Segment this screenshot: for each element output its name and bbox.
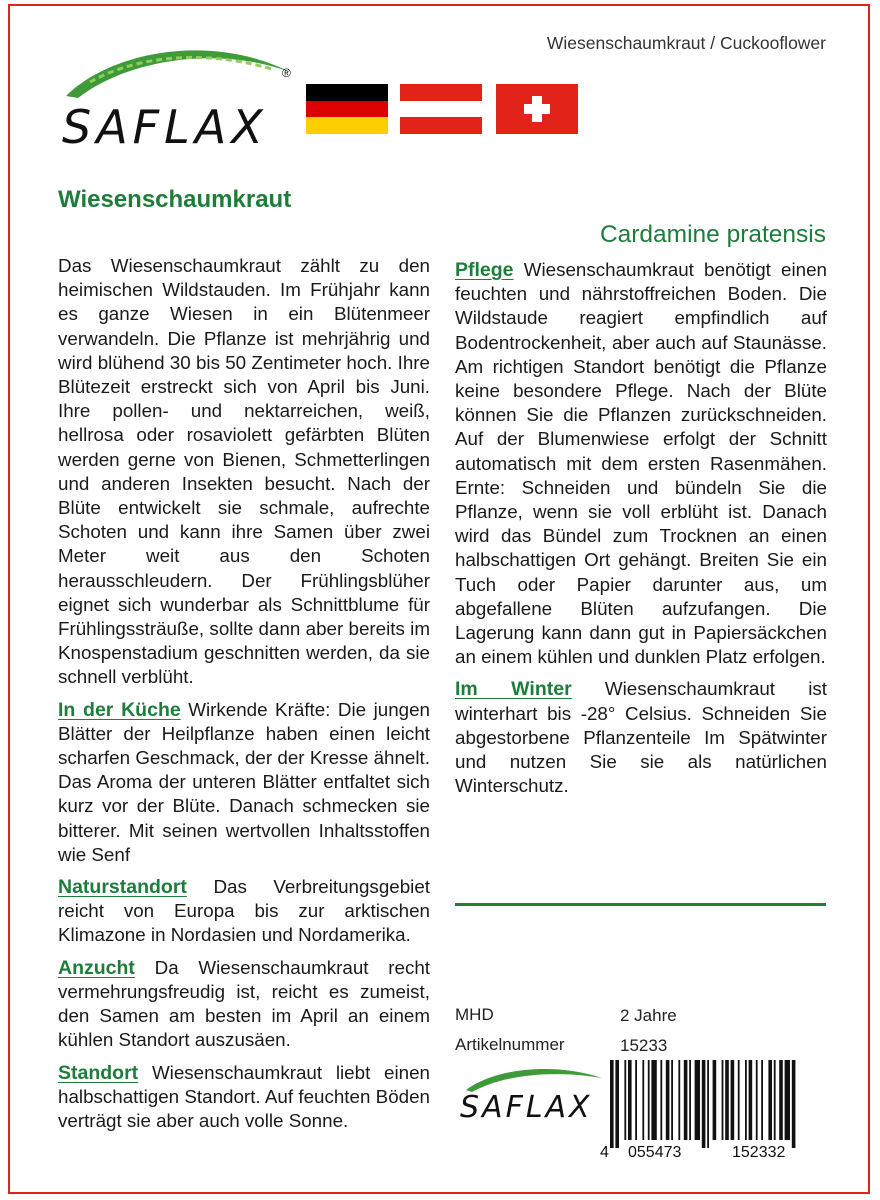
barcode-bar [774, 1060, 776, 1140]
section-heading: Naturstandort [58, 876, 187, 899]
latin-name: Cardamine pratensis [599, 221, 826, 248]
article-number-label: Artikelnummer [455, 1035, 565, 1054]
saflax-logo [60, 32, 300, 154]
section-text: Das Verbreitungsgebiet reicht von Europa bis zur arktischen Klimazone in Nordasien und Nordamerika. [58, 876, 430, 946]
barcode-bar [731, 1060, 735, 1140]
barcode-bar [761, 1060, 763, 1140]
barcode-bar [678, 1060, 680, 1140]
barcode-bar [615, 1060, 619, 1148]
section-naturstandort [58, 875, 430, 948]
section-heading: Pflege [455, 259, 514, 281]
product-line-label: Wiesenschaumkraut / Cuckooflower [546, 33, 826, 53]
section-heading: Anzucht [58, 956, 135, 979]
barcode-bar [785, 1060, 790, 1140]
barcode-left-group: 055473 [628, 1144, 682, 1161]
section-text: Wirkende Kräfte: Die jungen Blätter der Heilpflanze haben einen leicht scharfen Geschmack, der der Kresse ähnelt. Das Aroma der unteren Blätter entfaltet sich kurz vor der Blüte. Danach schmecken sie bitterer. Mit seinen wertvollen Inhaltsstoffen wie Senf [58, 698, 430, 865]
austria-flag-icon [400, 84, 482, 134]
barcode-bar [689, 1060, 691, 1140]
separator-line [455, 903, 826, 906]
page-title: Wiesenschaumkraut [58, 186, 292, 213]
section-text: Wiesenschaumkraut liebt einen halbschattigen Standort. Auf feuchten Böden verträgt sie aber auch volle Sonne. [58, 1061, 431, 1131]
barcode-bar [768, 1060, 772, 1140]
section-pflege [455, 258, 827, 669]
barcode [600, 1060, 838, 1168]
barcode-bar [702, 1060, 706, 1148]
intro-text: Das Wiesenschaumkraut zählt zu den heimischen Wildstauden. Im Frühjahr kann es ganze Wiesen in ein Blütenmeer verwandeln. Die Pflanze ist mehrjährig und wird blühend 30 bis 50 Zentimeter hoch. Ihre Blütezeit erstreckt sich von April bis Juni. Ihre pollen- und nektarreichen, weiß, hellrosa oder rosaviolett gefärbten Blüten werden gerne von Bienen, Schmetterlingen und anderen Insekten besucht. Nach der Blüte entwickelt sie schmale, aufrechte Schoten und kann ihre Samen über zwei Meter weit aus den Schoten herausschleudern. Der Frühlingsblüher eignet sich wunderbar als Schnittblume für Frühlingssträuße, sollte dann aber bereits im Knospenstadium geschnitten werden, da sie schnell verblüht. [58, 255, 430, 688]
barcode-bar [749, 1060, 753, 1140]
section-heading: Standort [58, 1061, 139, 1084]
logo-wordmark: SAFLAX [62, 100, 268, 154]
barcode-bar [684, 1060, 688, 1140]
mhd-label: MHD [455, 1005, 494, 1024]
barcode-bar [779, 1060, 783, 1140]
barcode-bar [660, 1060, 662, 1140]
section-kueche [58, 698, 430, 867]
germany-flag-icon [306, 84, 388, 134]
section-text: Wiesenschaumkraut benötigt einen feuchten und nährstoffreichen Boden. Die Wildstaude reagiert empfindlich auf Bodentrockenheit, aber auch auf Staunässe. Am richtigen Standort benötigt die Pflanze keine besondere Pflege. Nach der Blüte können Sie die Pflanzen zurückschneiden. Auf der Blumenwiese erfolgt der Schnitt automatisch mit dem ersten Rasenmähen. Ernte: Schneiden und bündeln Sie die Pflanze, wenn sie voll erblüht ist. Danach wird das Bündel zum Trocknen an einen halbschattigen Ort gehängt. Breiten Sie ein Tuch oder Papier darunter aus, um abgefallene Blüten aufzufangen. Die Lagerung kann dann gut in Papiersäckchen an einem kühlen und dunklen Platz erfolgen. [455, 259, 828, 668]
saflax-mini-logo [460, 1060, 610, 1140]
barcode-bar [671, 1060, 673, 1140]
article-number-value: 15233 [620, 1036, 668, 1055]
section-anzucht [58, 956, 430, 1053]
barcode-bar [651, 1060, 656, 1140]
barcode-bar [628, 1060, 632, 1140]
section-text: Wiesenschaumkraut ist winterhart bis -28° Celsius. Schneiden Sie abgestorbene Pflanzenteile Im Spätwinter und nutzen Sie sie als natürlichen Winterschutz. [455, 678, 828, 797]
barcode-bar [695, 1060, 700, 1140]
logo-wordmark: SAFLAX [460, 1090, 593, 1125]
right-column [455, 258, 827, 798]
barcode-bar [666, 1060, 670, 1140]
barcode-bar [648, 1060, 650, 1140]
registered-mark: ® [282, 66, 291, 80]
barcode-bar [624, 1060, 626, 1140]
section-heading: Im Winter [455, 678, 572, 701]
section-text: Da Wiesenschaumkraut recht vermehrungsfreudig ist, reicht es zumeist, den Samen am besten im April an einem kühlen Standort auszusäen. [58, 956, 431, 1051]
barcode-bar [635, 1060, 637, 1140]
barcode-bar [707, 1060, 709, 1148]
section-standort [58, 1061, 430, 1134]
barcode-bar [792, 1060, 796, 1148]
left-column [58, 254, 430, 1133]
barcode-bars-icon [608, 1060, 838, 1148]
mhd-value: 2 Jahre [620, 1006, 677, 1025]
section-winter [455, 677, 827, 798]
barcode-bar [725, 1060, 729, 1140]
barcode-bar [722, 1060, 724, 1140]
barcode-bar [610, 1060, 614, 1148]
barcode-bar [745, 1060, 747, 1140]
barcode-right-group: 152332 [732, 1144, 786, 1161]
switzerland-flag-icon [496, 84, 578, 134]
barcode-bar [642, 1060, 644, 1140]
barcode-bar [713, 1060, 717, 1140]
barcode-bar [756, 1060, 758, 1140]
barcode-first-digit: 4 [600, 1144, 609, 1161]
barcode-bar [738, 1060, 740, 1140]
section-heading: In der Küche [58, 698, 181, 721]
